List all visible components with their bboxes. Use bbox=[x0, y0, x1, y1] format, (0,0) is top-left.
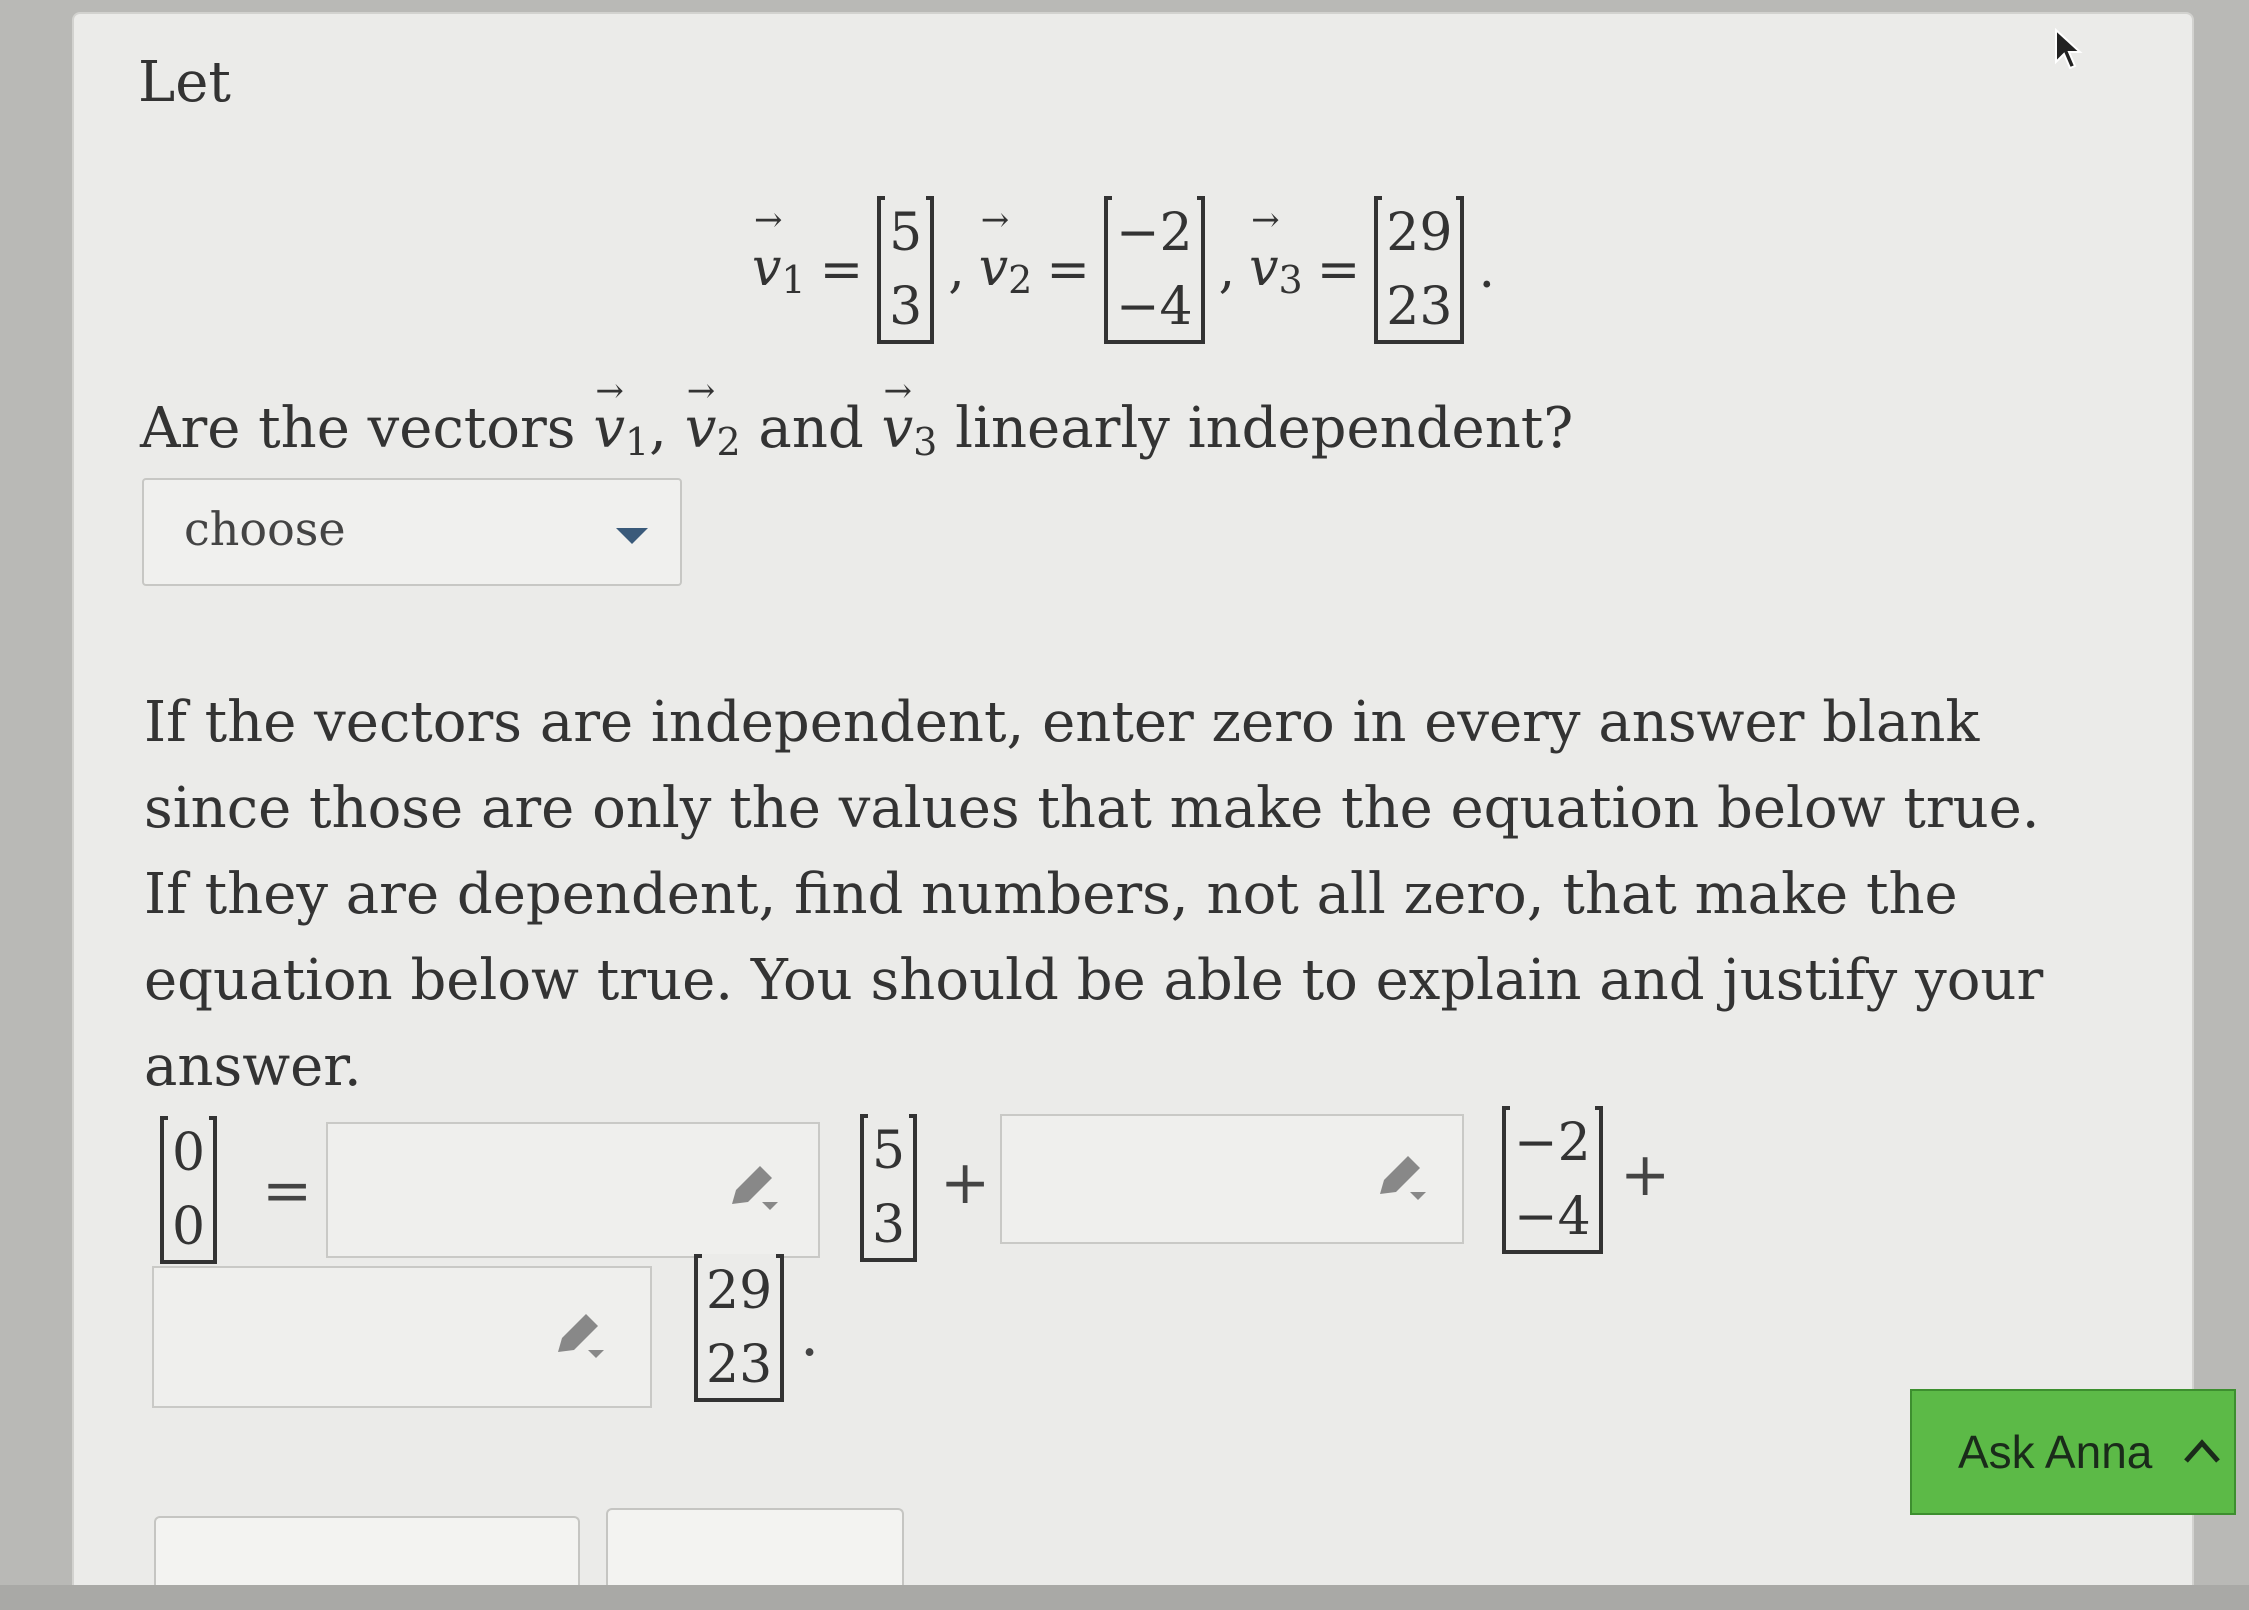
desk-background bbox=[0, 1585, 2249, 1610]
plus-sign: + bbox=[1620, 1140, 1671, 1210]
independence-select[interactable] bbox=[142, 478, 682, 586]
chevron-down-icon bbox=[616, 528, 648, 544]
pencil-edit-icon[interactable] bbox=[550, 1308, 610, 1368]
secondary-button-partial[interactable] bbox=[606, 1508, 904, 1588]
period: . bbox=[1478, 240, 1495, 300]
vector-v2-symbol: → $v_2$ bbox=[979, 238, 1033, 302]
equation-v3-matrix: 29 23 bbox=[694, 1254, 784, 1402]
equals-sign: = bbox=[1316, 240, 1361, 300]
coefficient-input-1[interactable] bbox=[326, 1122, 820, 1258]
comma: , bbox=[948, 240, 965, 300]
ask-anna-button[interactable] bbox=[1910, 1389, 2236, 1515]
lhs-zero-vector: 0 0 bbox=[160, 1116, 217, 1264]
vector-v3-symbol: → $v_3$ bbox=[1249, 238, 1303, 302]
chevron-up-icon bbox=[2182, 1433, 2222, 1469]
coefficient-input-2[interactable] bbox=[1000, 1114, 1464, 1244]
instructions-text: If the vectors are independent, enter zero in every answer blank since those are only the values that make the equation below true. If they are dependent, find numbers, not all zero, that make the equation below true. You should be able to explain and justify your answer. bbox=[144, 690, 2044, 1099]
coefficient-input-3[interactable] bbox=[152, 1266, 652, 1408]
mouse-pointer-icon bbox=[2052, 28, 2084, 72]
question-prompt: Are the vectors → $v_1$, → $v_2$ and → $v_3$ linearly independent? bbox=[140, 386, 1573, 485]
plus-sign: + bbox=[940, 1148, 991, 1218]
vector-definitions bbox=[752, 196, 1495, 344]
pencil-edit-icon[interactable] bbox=[724, 1160, 784, 1220]
vector-v2-matrix: −2 −4 bbox=[1104, 196, 1205, 344]
select-value: choose bbox=[184, 502, 346, 556]
period: . bbox=[800, 1300, 820, 1370]
equals-sign: = bbox=[1046, 240, 1090, 300]
vector-v3-matrix: 29 23 bbox=[1374, 196, 1464, 344]
equation-v1-matrix: 5 3 bbox=[860, 1114, 917, 1262]
vector-v1-matrix: 5 3 bbox=[877, 196, 934, 344]
equation-v2-matrix: −2 −4 bbox=[1502, 1106, 1603, 1254]
submit-button-partial[interactable] bbox=[154, 1516, 580, 1588]
equals-sign: = bbox=[262, 1156, 313, 1226]
intro-text: Let bbox=[138, 50, 231, 115]
comma: , bbox=[1218, 240, 1236, 300]
vector-v1-symbol: → $v_1$ bbox=[752, 238, 806, 302]
equals-sign: = bbox=[819, 240, 864, 300]
pencil-edit-icon[interactable] bbox=[1372, 1150, 1432, 1210]
ask-anna-label: Ask Anna bbox=[1958, 1426, 2153, 1478]
